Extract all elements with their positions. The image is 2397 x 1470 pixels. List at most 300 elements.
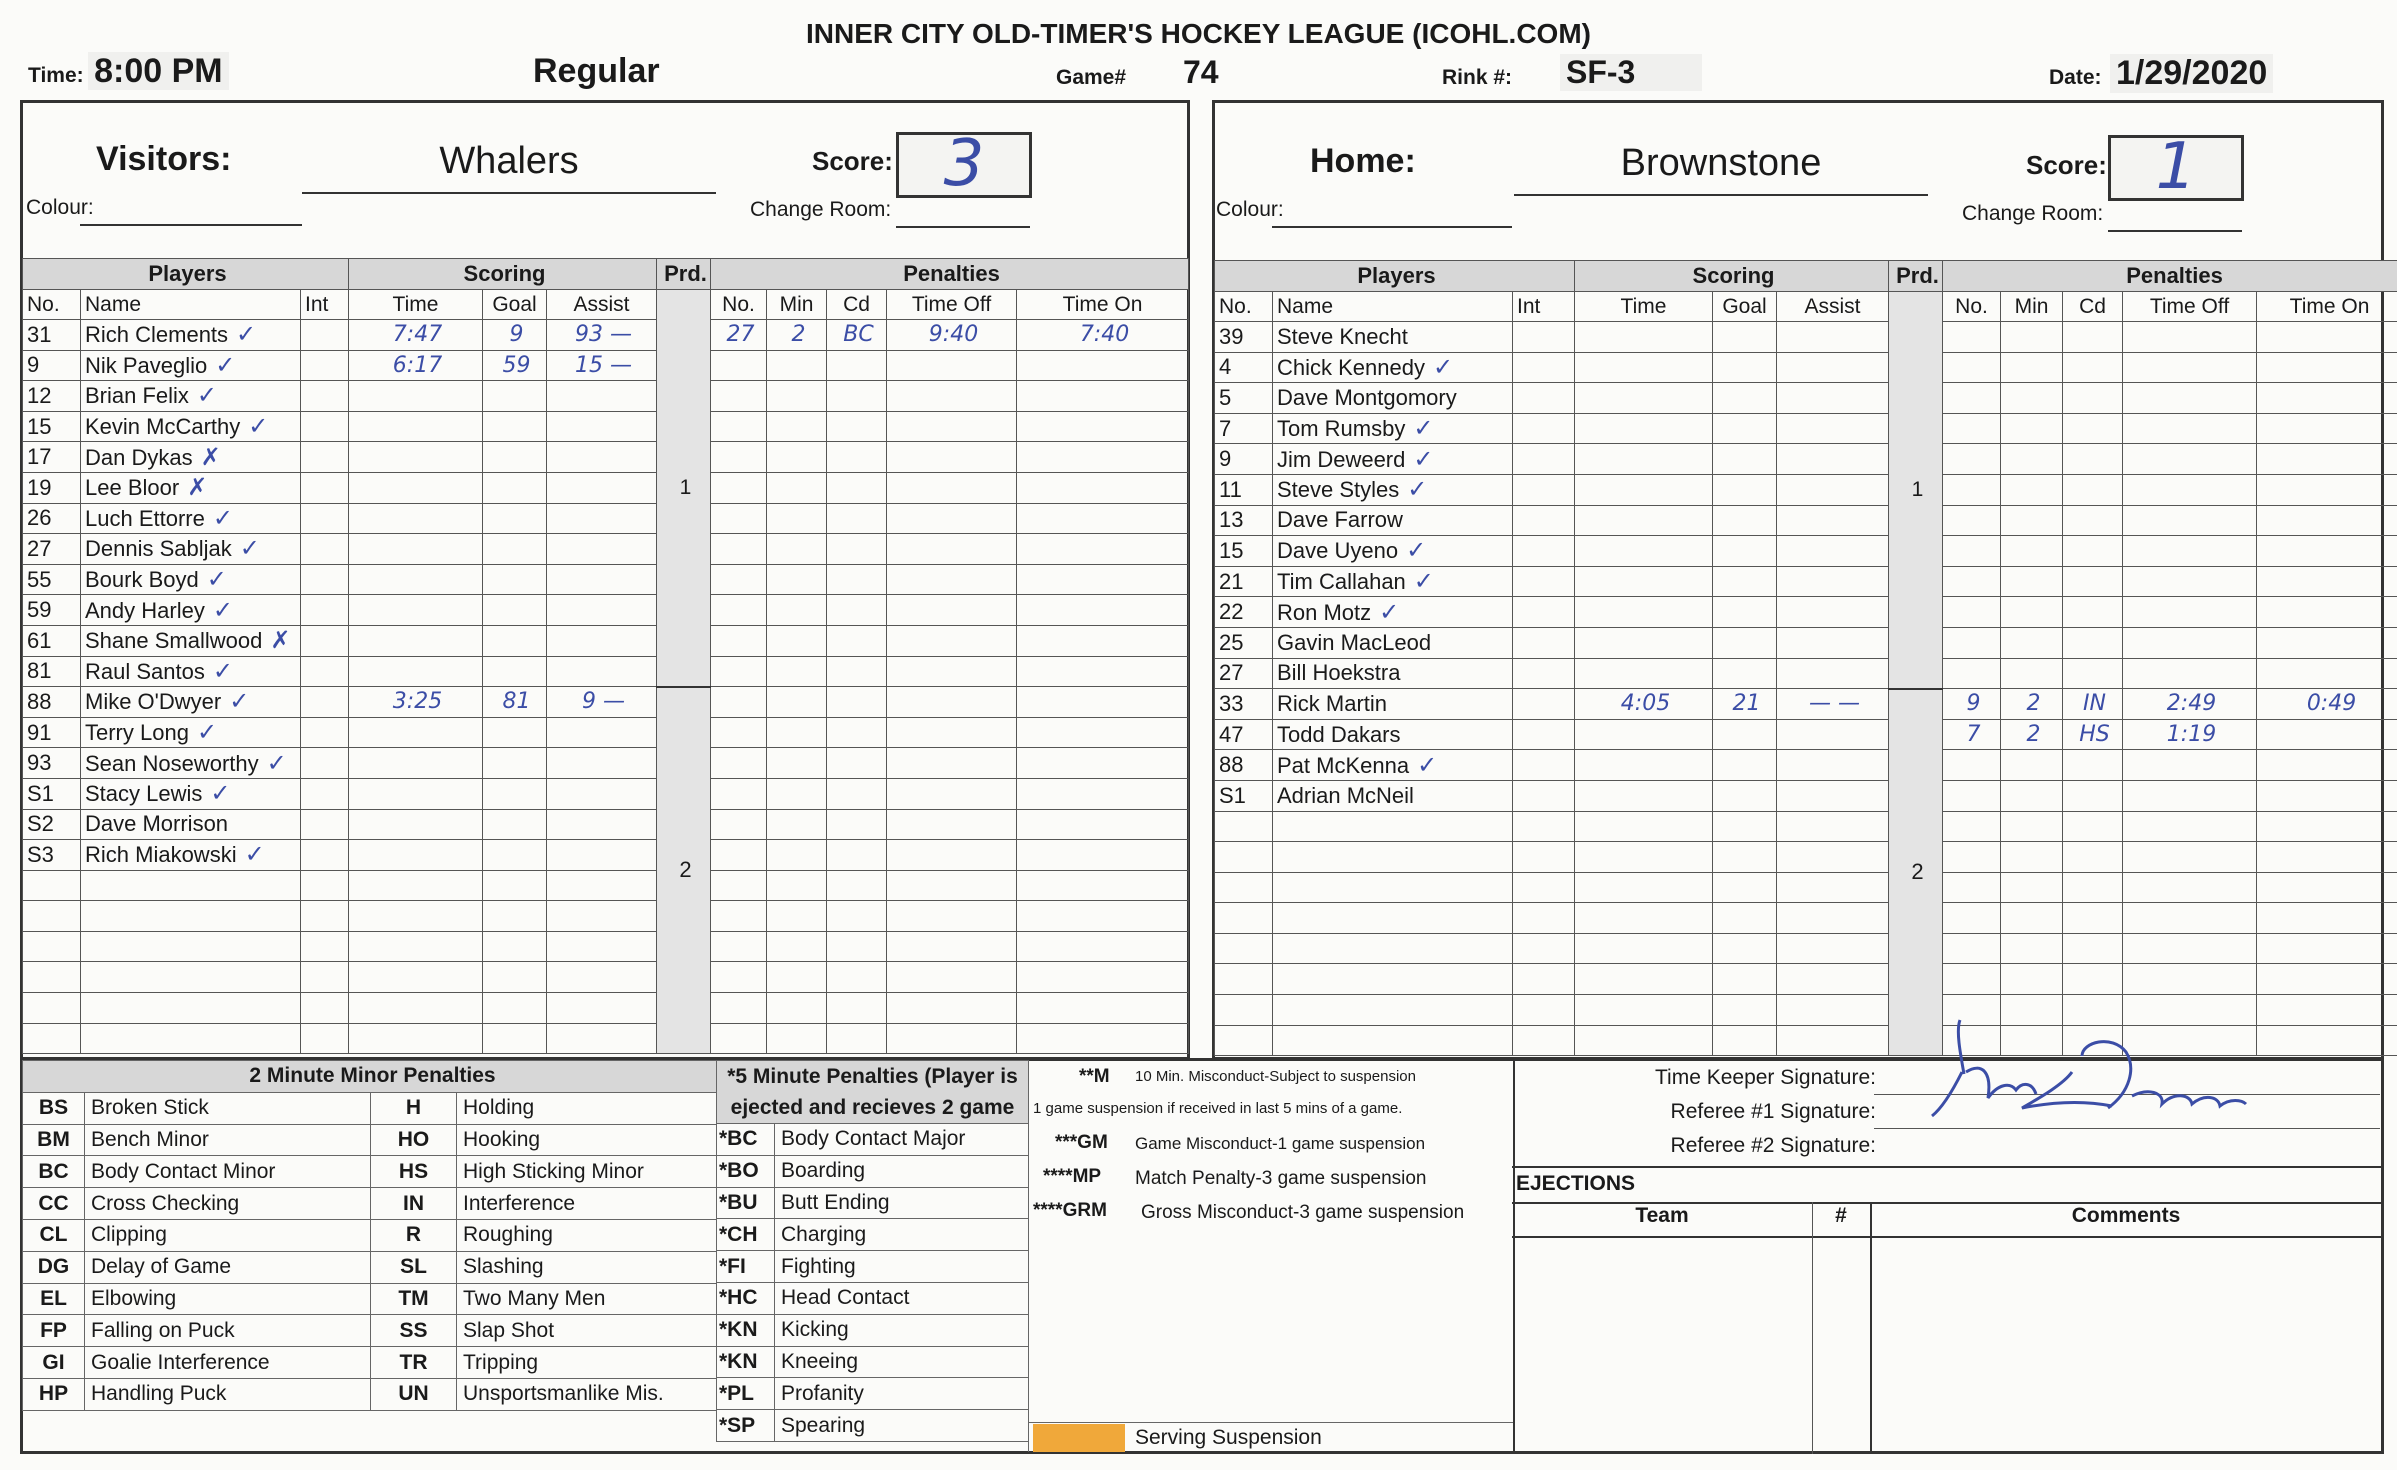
home-penalty-minutes: 2	[2001, 689, 2063, 720]
home-player-name-cell	[1273, 474, 1513, 505]
visitors-int-cell	[301, 993, 349, 1024]
home-empty-cell	[2257, 383, 2397, 414]
home-empty-cell	[2123, 933, 2257, 964]
home-roster-row	[1215, 505, 2397, 536]
visitors-player-name-cell	[81, 809, 301, 840]
visitors-empty-cell	[887, 962, 1017, 993]
home-int-cell	[1513, 719, 1575, 750]
home-empty-cell	[2123, 658, 2257, 689]
visitors-empty-cell	[1017, 1023, 1189, 1054]
visitors-empty-cell	[483, 625, 547, 656]
home-col-name: Name	[1273, 292, 1513, 322]
visitors-empty-cell	[547, 993, 657, 1024]
home-player-name: Ron Motz	[1277, 599, 1372, 625]
visitors-empty-cell	[887, 931, 1017, 962]
home-empty-cell	[2063, 444, 2123, 475]
home-player-number: 88	[1215, 750, 1273, 781]
visitors-player-number: 12	[23, 381, 81, 412]
home-empty-cell	[2063, 842, 2123, 873]
major-description: Fighting	[775, 1251, 1029, 1283]
home-int-cell	[1513, 689, 1575, 720]
minor-description: Slashing	[457, 1251, 717, 1283]
home-player-name: Gavin MacLeod	[1277, 629, 1432, 655]
visitors-empty-cell	[1017, 411, 1189, 442]
home-empty-cell	[2001, 566, 2063, 597]
visitors-empty-cell	[483, 503, 547, 534]
visitors-empty-cell	[767, 625, 827, 656]
visitors-empty-cell	[827, 503, 887, 534]
timekeeper-signature-label: Time Keeper Signature:	[1654, 1066, 1876, 1089]
visitors-empty-cell	[349, 870, 483, 901]
visitors-empty-cell	[81, 962, 301, 993]
visitors-roster-row	[23, 442, 1189, 473]
visitors-player-number: S1	[23, 778, 81, 809]
home-empty-cell	[1943, 505, 2001, 536]
home-empty-cell	[2123, 505, 2257, 536]
visitors-empty-cell	[547, 564, 657, 595]
home-empty-cell	[1943, 322, 2001, 353]
home-empty-cell	[1215, 811, 1273, 842]
visitors-empty-cell	[887, 748, 1017, 779]
visitors-empty-cell	[483, 534, 547, 565]
home-colour-line	[1272, 226, 1512, 228]
home-empty-cell	[1777, 872, 1889, 903]
home-empty-cell	[2001, 811, 2063, 842]
visitors-player-name-cell	[81, 778, 301, 809]
visitors-empty-cell	[767, 411, 827, 442]
serving-suspension-swatch	[1033, 1424, 1125, 1452]
home-empty-cell	[2063, 566, 2123, 597]
visitors-roster-row	[23, 809, 1189, 840]
home-empty-cell	[2063, 933, 2123, 964]
visitors-player-name-cell	[81, 381, 301, 412]
visitors-player-name-cell	[81, 472, 301, 503]
major-description: Spearing	[775, 1410, 1029, 1442]
home-empty-cell	[1713, 995, 1777, 1026]
visitors-empty-cell	[711, 809, 767, 840]
home-player-number: S1	[1215, 780, 1273, 811]
minor-code: CL	[23, 1219, 85, 1251]
home-penalty-minutes: 2	[2001, 719, 2063, 750]
visitors-player-name-cell	[81, 687, 301, 718]
visitors-period-1: 1	[657, 290, 711, 687]
home-player-name-cell	[1273, 383, 1513, 414]
visitors-empty-cell	[349, 717, 483, 748]
visitors-empty-cell	[1017, 381, 1189, 412]
visitors-empty-cell	[483, 656, 547, 687]
visitors-score: 3	[896, 132, 1032, 198]
home-penalties-header: Penalties	[1943, 261, 2397, 292]
visitors-penalty-code: BC	[827, 320, 887, 351]
home-empty-cell	[1575, 352, 1713, 383]
visitors-goal-scorer: 59	[483, 350, 547, 381]
visitors-empty-cell	[767, 534, 827, 565]
visitors-empty-cell	[711, 778, 767, 809]
visitors-roster-row	[23, 411, 1189, 442]
home-player-name: Dave Farrow	[1277, 507, 1403, 533]
visitors-empty-cell	[1017, 534, 1189, 565]
visitors-player-name-cell	[81, 717, 301, 748]
minor-code: UN	[371, 1378, 457, 1410]
visitors-roster-row	[23, 656, 1189, 687]
home-player-name-cell	[1273, 627, 1513, 658]
minor-legend-row	[23, 1092, 717, 1124]
attendance-mark-icon: ✓	[210, 780, 231, 808]
home-empty-cell	[1713, 505, 1777, 536]
home-player-name-cell	[1273, 658, 1513, 689]
home-int-cell	[1513, 444, 1575, 475]
home-empty-cell	[1273, 903, 1513, 934]
attendance-mark-icon: ✗	[187, 474, 208, 502]
home-empty-cell	[2063, 505, 2123, 536]
major-code: *PL	[717, 1378, 775, 1410]
visitors-empty-cell	[767, 870, 827, 901]
home-int-cell	[1513, 964, 1575, 995]
visitors-player-number: S3	[23, 840, 81, 871]
attendance-mark-icon: ✓	[212, 657, 233, 685]
visitors-empty-cell	[1017, 778, 1189, 809]
home-empty-cell	[1943, 872, 2001, 903]
misconduct-code: **M	[1079, 1066, 1110, 1087]
home-empty-cell	[1575, 933, 1713, 964]
home-player-number: 5	[1215, 383, 1273, 414]
attendance-mark-icon: ✓	[266, 749, 287, 777]
home-int-cell	[1513, 780, 1575, 811]
home-empty-cell	[1943, 933, 2001, 964]
home-sheet	[1214, 260, 2397, 1056]
visitors-empty-cell	[81, 931, 301, 962]
attendance-mark-icon: ✓	[1413, 445, 1434, 473]
visitors-empty-cell	[887, 717, 1017, 748]
attendance-mark-icon: ✓	[212, 596, 233, 624]
major-legend-row	[717, 1346, 1029, 1378]
visitors-empty-cell	[767, 962, 827, 993]
home-penalty-player: 7	[1943, 719, 2001, 750]
visitors-empty-cell	[1017, 442, 1189, 473]
home-empty-cell	[1777, 536, 1889, 567]
visitors-player-number: 31	[23, 320, 81, 351]
home-empty-cell	[1777, 903, 1889, 934]
home-empty-cell	[2001, 872, 2063, 903]
major-legend-title-line1: *5 Minute Penalties (Player is	[727, 1065, 1018, 1088]
home-empty-cell	[2123, 566, 2257, 597]
visitors-empty-cell	[887, 656, 1017, 687]
minor-description: Interference	[457, 1188, 717, 1220]
visitors-roster-row	[23, 320, 1189, 351]
minor-description: Falling on Puck	[85, 1315, 371, 1347]
home-empty-cell	[2257, 1025, 2397, 1056]
visitors-empty-cell	[767, 993, 827, 1024]
home-empty-cell	[2001, 474, 2063, 505]
visitors-empty-cell	[1017, 748, 1189, 779]
home-roster-row	[1215, 933, 2397, 964]
attendance-mark-icon: ✓	[212, 504, 233, 532]
home-player-name-cell	[1273, 780, 1513, 811]
visitors-empty-cell	[711, 840, 767, 871]
minor-legend-row	[23, 1219, 717, 1251]
visitors-empty-cell	[483, 381, 547, 412]
game-misconduct-code: ***GM	[1055, 1132, 1108, 1153]
visitors-col-no: No.	[23, 290, 81, 320]
gross-misconduct-code: ****GRM	[1033, 1200, 1107, 1221]
visitors-assist-2: —	[610, 352, 632, 378]
minor-legend-row	[23, 1283, 717, 1315]
major-code: *HC	[717, 1282, 775, 1314]
home-empty-cell	[1575, 627, 1713, 658]
visitors-player-name-cell	[81, 656, 301, 687]
home-empty-cell	[1215, 995, 1273, 1026]
home-change-room-line	[2108, 230, 2242, 232]
home-int-cell	[1513, 903, 1575, 934]
home-empty-cell	[2257, 811, 2397, 842]
visitors-player-name-cell	[81, 564, 301, 595]
visitors-player-name: Andy Harley	[85, 597, 205, 623]
visitors-player-number: 15	[23, 411, 81, 442]
home-col-goal: Goal	[1713, 292, 1777, 322]
visitors-empty-cell	[483, 1023, 547, 1054]
home-empty-cell	[1575, 780, 1713, 811]
match-penalty-code: ****MP	[1043, 1166, 1102, 1187]
visitors-empty-cell	[483, 931, 547, 962]
attendance-mark-icon: ✓	[215, 351, 236, 379]
visitors-roster-row	[23, 1023, 1189, 1054]
visitors-empty-cell	[711, 687, 767, 718]
visitors-empty-cell	[711, 870, 767, 901]
home-empty-cell	[1713, 566, 1777, 597]
visitors-player-name-cell	[81, 442, 301, 473]
visitors-empty-cell	[767, 350, 827, 381]
home-int-cell	[1513, 383, 1575, 414]
visitors-col-time: Time	[349, 290, 483, 320]
game-misconduct-text: Game Misconduct-1 game suspension	[1135, 1134, 1426, 1153]
rink-label: Rink #:	[1442, 66, 1513, 89]
home-empty-cell	[2063, 658, 2123, 689]
home-empty-cell	[2257, 322, 2397, 353]
major-legend-title	[717, 1061, 1029, 1124]
home-empty-cell	[2123, 780, 2257, 811]
minor-description: Roughing	[457, 1219, 717, 1251]
home-empty-cell	[1713, 383, 1777, 414]
minor-description: Delay of Game	[85, 1251, 371, 1283]
major-legend-row	[717, 1219, 1029, 1251]
visitors-penalty-player: 27	[711, 320, 767, 351]
home-int-cell	[1513, 505, 1575, 536]
visitors-player-name: Shane Smallwood	[85, 628, 263, 654]
visitors-empty-cell	[827, 534, 887, 565]
home-empty-cell	[1943, 780, 2001, 811]
visitors-player-number: 19	[23, 472, 81, 503]
visitors-empty-cell	[767, 381, 827, 412]
minor-description: Slap Shot	[457, 1315, 717, 1347]
minor-description: Holding	[457, 1092, 717, 1124]
home-empty-cell	[2063, 780, 2123, 811]
major-code: *BU	[717, 1187, 775, 1219]
major-code: *SP	[717, 1410, 775, 1442]
visitors-empty-cell	[349, 931, 483, 962]
visitors-empty-cell	[483, 840, 547, 871]
minor-code: BC	[23, 1156, 85, 1188]
signature-block	[1512, 1060, 2382, 1170]
major-code: *CH	[717, 1219, 775, 1251]
visitors-empty-cell	[547, 809, 657, 840]
home-empty-cell	[1943, 842, 2001, 873]
attendance-mark-icon: ✓	[1432, 353, 1454, 381]
home-penalty-time-off: 1:19	[2123, 719, 2257, 750]
home-assist-2: —	[1838, 691, 1860, 717]
attendance-mark-icon: ✓	[1413, 568, 1434, 596]
visitors-players-header: Players	[23, 259, 349, 290]
home-empty-cell	[2257, 995, 2397, 1026]
home-player-number: 27	[1215, 658, 1273, 689]
home-empty-cell	[1713, 322, 1777, 353]
referee1-signature-line	[1874, 1128, 2380, 1129]
minor-code: R	[371, 1219, 457, 1251]
minor-code: H	[371, 1092, 457, 1124]
attendance-mark-icon: ✓	[239, 535, 260, 563]
visitors-empty-cell	[827, 962, 887, 993]
visitors-empty-cell	[483, 717, 547, 748]
home-empty-cell	[2063, 352, 2123, 383]
visitors-empty-cell	[349, 472, 483, 503]
home-empty-cell	[2001, 597, 2063, 628]
visitors-roster-row	[23, 840, 1189, 871]
minor-code: IN	[371, 1188, 457, 1220]
home-player-name: Dave Montgomory	[1277, 384, 1457, 410]
visitors-empty-cell	[547, 931, 657, 962]
visitors-roster-row	[23, 931, 1189, 962]
visitors-empty-cell	[767, 840, 827, 871]
home-score: 1	[2108, 135, 2244, 201]
home-player-name: Adrian McNeil	[1277, 782, 1414, 808]
home-roster-row	[1215, 811, 2397, 842]
home-player-name: Bill Hoekstra	[1277, 660, 1401, 686]
visitors-empty-cell	[827, 717, 887, 748]
home-empty-cell	[2001, 750, 2063, 781]
home-player-name-cell	[1273, 444, 1513, 475]
home-empty-cell	[2063, 811, 2123, 842]
visitors-empty-cell	[767, 717, 827, 748]
minor-description: Tripping	[457, 1347, 717, 1379]
visitors-goal-time: 6:17	[349, 350, 483, 381]
visitors-player-name: Kevin McCarthy	[85, 414, 241, 440]
visitors-empty-cell	[349, 534, 483, 565]
visitors-empty-cell	[827, 472, 887, 503]
misconduct-text: 10 Min. Misconduct-Subject to suspension	[1135, 1068, 1416, 1085]
major-description: Profanity	[775, 1378, 1029, 1410]
home-empty-cell	[1713, 627, 1777, 658]
visitors-colour-label: Colour:	[26, 196, 94, 219]
visitors-empty-cell	[1017, 503, 1189, 534]
home-empty-cell	[2001, 383, 2063, 414]
minor-description: Goalie Interference	[85, 1347, 371, 1379]
visitors-empty-cell	[23, 931, 81, 962]
visitors-empty-cell	[547, 534, 657, 565]
home-empty-cell	[2257, 933, 2397, 964]
home-goal-scorer: 21	[1713, 689, 1777, 720]
home-int-cell	[1513, 597, 1575, 628]
visitors-roster-row	[23, 350, 1189, 381]
home-empty-cell	[1943, 474, 2001, 505]
visitors-empty-cell	[23, 901, 81, 932]
home-empty-cell	[1713, 964, 1777, 995]
visitors-empty-cell	[23, 993, 81, 1024]
visitors-player-name-cell	[81, 320, 301, 351]
home-empty-cell	[1273, 1025, 1513, 1056]
visitors-empty-cell	[767, 503, 827, 534]
home-penalty-code: IN	[2063, 689, 2123, 720]
visitors-empty-cell	[827, 350, 887, 381]
home-empty-cell	[1575, 444, 1713, 475]
home-player-name: Chick Kennedy	[1277, 354, 1425, 380]
visitors-empty-cell	[547, 656, 657, 687]
home-roster-row	[1215, 413, 2397, 444]
home-empty-cell	[1943, 383, 2001, 414]
home-col-time: Time	[1575, 292, 1713, 322]
visitors-empty-cell	[887, 809, 1017, 840]
visitors-empty-cell	[547, 503, 657, 534]
home-roster-row	[1215, 750, 2397, 781]
visitors-col-pen-min: Min	[767, 290, 827, 320]
visitors-player-number: 9	[23, 350, 81, 381]
attendance-mark-icon: ✓	[244, 841, 265, 869]
visitors-int-cell	[301, 717, 349, 748]
home-empty-cell	[1943, 413, 2001, 444]
home-roster-row	[1215, 444, 2397, 475]
minor-code: BM	[23, 1124, 85, 1156]
visitors-empty-cell	[711, 962, 767, 993]
visitors-period-2: 2	[657, 687, 711, 1054]
minor-code: HS	[371, 1156, 457, 1188]
visitors-empty-cell	[767, 687, 827, 718]
home-player-number: 9	[1215, 444, 1273, 475]
visitors-player-name: Mike O'Dwyer	[85, 689, 222, 715]
visitors-empty-cell	[827, 901, 887, 932]
visitors-goal-assist	[547, 687, 657, 718]
home-team-name: Brownstone	[1514, 142, 1928, 196]
major-legend-row	[717, 1410, 1029, 1442]
visitors-roster-row	[23, 717, 1189, 748]
attendance-mark-icon: ✓	[248, 413, 269, 441]
home-player-name-cell	[1273, 413, 1513, 444]
major-description: Boarding	[775, 1155, 1029, 1187]
visitors-empty-cell	[887, 1023, 1017, 1054]
home-empty-cell	[1777, 995, 1889, 1026]
home-empty-cell	[2063, 872, 2123, 903]
visitors-empty-cell	[887, 687, 1017, 718]
home-empty-cell	[1777, 505, 1889, 536]
home-int-cell	[1513, 566, 1575, 597]
visitors-col-time-on: Time On	[1017, 290, 1189, 320]
visitors-penalties-header: Penalties	[711, 259, 1189, 290]
visitors-player-number: 27	[23, 534, 81, 565]
visitors-empty-cell	[887, 564, 1017, 595]
visitors-empty-cell	[483, 778, 547, 809]
visitors-empty-cell	[827, 595, 887, 626]
visitors-empty-cell	[483, 901, 547, 932]
visitors-int-cell	[301, 442, 349, 473]
visitors-empty-cell	[887, 442, 1017, 473]
visitors-int-cell	[301, 381, 349, 412]
visitors-player-number: 26	[23, 503, 81, 534]
home-empty-cell	[2123, 627, 2257, 658]
ejections-col-divider-2	[1870, 1202, 1872, 1454]
visitors-empty-cell	[349, 442, 483, 473]
home-player-number: 7	[1215, 413, 1273, 444]
home-empty-cell	[1777, 322, 1889, 353]
home-empty-cell	[2001, 413, 2063, 444]
home-empty-cell	[2257, 444, 2397, 475]
visitors-empty-cell	[349, 564, 483, 595]
